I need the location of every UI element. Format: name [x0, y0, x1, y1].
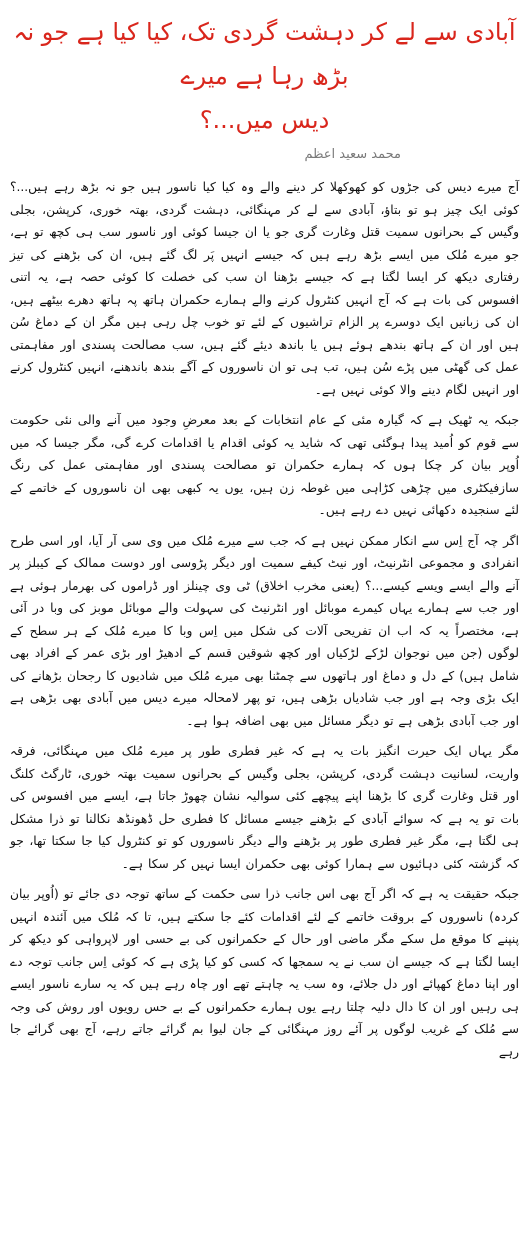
- paragraph: جبکہ حقیقت یہ ہے کہ اگر آج بھی اس جانب ذرا سی حکمت کے ساتھ توجہ دی جائے تو (اُوپر بیان کردہ) ناسوروں کے بروقت خاتمے کے لئے اقدامات کئے جا سکتے ہیں، تا کہ مُلک میں آئندہ انہیں پنپنے کا موقع مل سکے مگر ماضی اور حال کے حکمرانوں کی بے حسی اور لاپرواہی کو دیکھ کر ایسا لگتا ہے کہ جیسے ان سب نے یہ سمجھا کہ کسی کو کیا پڑی ہے کہ کوئی اِس جانب توجہ دے اور اپنا دماغ کھپائے اور دل جلائے، وہ سب یہ چاہتے تھے اور چاہ رہے ہیں کہ یہ سارے ناسور ایسے ہی رہیں اور ان کا دال دلیہ چلتا رہے یوں ہمارے حکمرانوں کے بے حس رویوں اور روش کی وجہ سے مُلک کے غریب لوگوں پر آئے روز مہنگائی کے جان لیوا بم گرائے جاتے رہے، آج بھی گرائے جا رہے: [10, 887, 519, 1059]
- paragraph: اگر چہ آج اِس سے انکار ممکن نہیں ہے کہ جب سے میرے مُلک میں وی سی آر آیا، اور اسی طرح انفرادی و مجموعی انٹرنیٹ، اور نیٹ کیفے سمیت اور دیگر پڑوسی اور دوست ممالک کے کیبلز پر آنے والے ایسے ویسے کیسے...؟ (یعنی مخرب اخلاق) ٹی وی چینلز اور ڈراموں کی بھرمار ہوئی ہے اور جب سے ہمارے یہاں کیمرے موبائل اور انٹرنیٹ کی سہولت والے موبائل موبز کی وبا در آئی ہے، مختصراً یہ کہ اب ان تفریحی آلات کی شکل میں اِس وبا کا میرے مُلک کے ہر سطح کے لوگوں (جن میں نوجوان لڑکے لڑکیاں اور کچھ شوقین قسم کے ادھیڑ اور بڑی عمر کے افراد بھی شامل ہیں) کے دل و دماغ اور ہاتھوں سے چمٹنا بھی میرے مُلک میں شادیوں کا رجحان بڑھانے کی ایک بڑی وجہ ہے اور جب شادیاں بڑھی ہیں، تو پھر لامحالہ میرے دیس میں آبادی بھی بڑھی ہے اور جب آبادی بڑھی ہے تو دیگر مسائل میں بھی اضافہ ہوا ہے۔: [10, 533, 519, 728]
- author-byline: محمد سعید اعظم: [304, 147, 401, 162]
- title-line-2: دیس میں...؟: [199, 106, 330, 134]
- paragraph: جبکہ یہ ٹھیک ہے کہ گیارہ مئی کے عام انتخابات کے بعد معرضِ وجود میں آنے والی نئی حکومت سے قوم کو اُمید پیدا ہوگئی تھی کہ شاید یہ کوئی اقدام یا اقدامات کرے گی، مگر جیسا کہ میں اُوپر بیان کر چکا ہوں کہ ہمارے حکمران تو مصالحت پسندی اور مفاہمتی عمل کی رنگ سازفیکٹری میں چڑھی کڑاہی میں غوطہ زن ہیں، یوں یہ کبھی بھی ان ناسوروں کے خاتمے کے لئے سنجیدہ دکھائی نہیں دے رہے ہیں۔: [10, 413, 519, 517]
- article-body: [10, 176, 519, 1063]
- article-title: [10, 10, 519, 142]
- paragraph: آج میرے دیس کی جڑوں کو کھوکھلا کر دینے والے وہ کیا کیا ناسور ہیں جو نہ بڑھ رہے ہیں...؟ کوئی ایک چیز ہو تو بتاؤ، آبادی سے لے کر مہنگائی، دہشت گردی، بھتہ خوری، کرپشن، بجلی وگیس کے بحرانوں سمیت قتل وغارت گری جو یا ان جیسا کوئی اور ناسور سب ہی کچھ تو ہے، جو میرے مُلک میں ایسے بڑھ رہے ہیں کہ جیسے انہیں پَر لگ گئے ہیں، ان کی بڑھنے کی تیز رفتاری دیکھ کر ایسا لگتا ہے کہ جیسے بڑھنا ان سب کی خصلت کا کوئی حصہ ہے، یہ اتنی افسوس کی بات ہے کہ آج انہیں کنٹرول کرنے والے ہمارے حکمران ہاتھ پہ ہاتھ دھرے بیٹھے ہیں، ان کی زبانیں ایک دوسرے پر الزام تراشیوں کے لئے تو خوب چل رہی ہیں مگر ان کے دماغ سُن ہیں اور ان کے ہاتھ بندھے ہوئے ہیں یا باندھ دیئے گئے ہیں، سب مصالحت پسندی اور مفاہمتی عمل کی گھٹی میں پڑے سُن ہیں، تب ہی تو ان ناسوروں کے آگے بندھ باندھنے، انہیں کنٹرول کرنے اور انہیں لگام دینے والا کوئی نہیں ہے۔: [10, 180, 519, 397]
- paragraph: مگر یہاں ایک حیرت انگیز بات یہ ہے کہ غیر فطری طور پر میرے مُلک میں مہنگائی، فرقہ واریت، لسانیت دہشت گردی، کرپشن، بجلی وگیس کے بحرانوں سمیت بھتہ خوری، ٹارگٹ کلنگ اور قتل وغارت گری کا بڑھنا اپنے پیچھے کئی سوالیہ نشان چھوڑ جاتا ہے، ایسے میں افسوس کی بات تو یہ ہے کہ سوائے آبادی کے بڑھنے جیسے مسائل کا فطری حل ڈھونڈھ نکالنا تو ذرا مشکل ہی لگتا ہے، مگر غیر فطری طور پر بڑھنے والے دیگر ناسوروں کو تو کنٹرول کیا جا سکتا تھا، جو کہ گزشتہ کئی دہائیوں سے ہمارا کوئی بھی حکمران ایسا نہیں کر سکا ہے۔: [10, 744, 519, 871]
- title-line-1: آبادی سے لے کر دہشت گردی تک، کیا کیا ہے جو نہ بڑھ رہا ہے میرے: [13, 18, 516, 90]
